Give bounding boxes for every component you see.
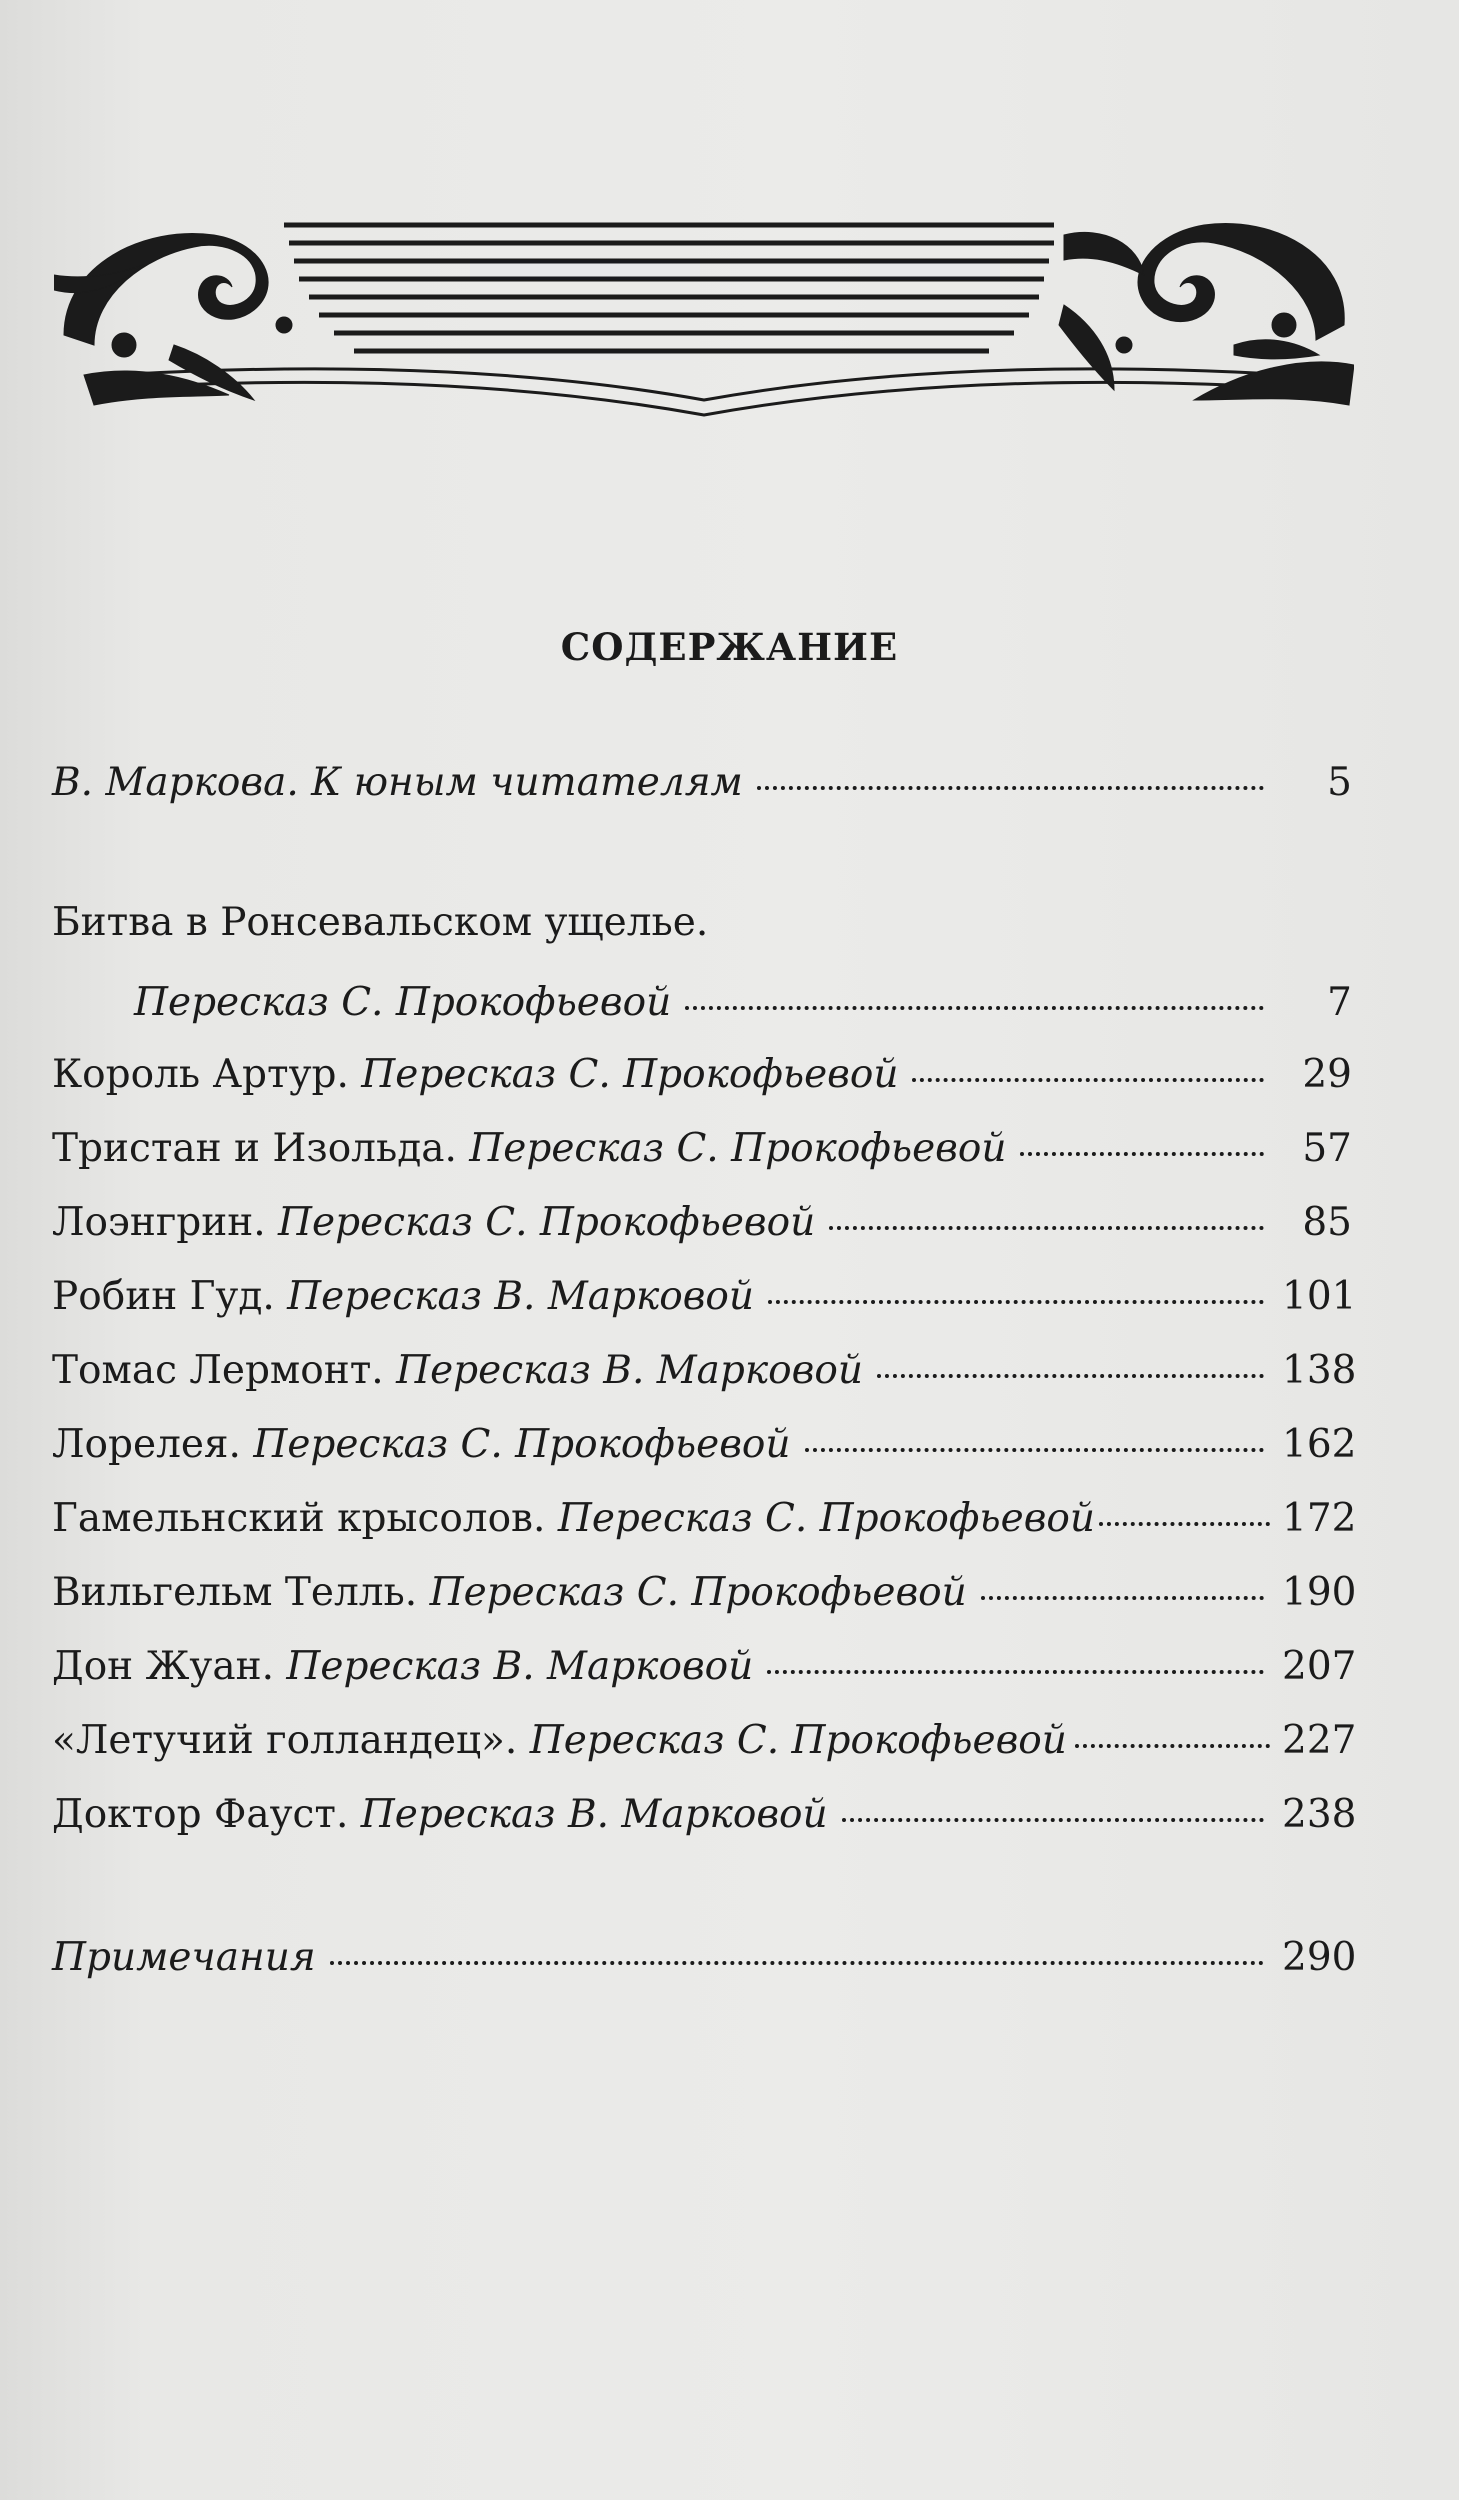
- entry-title: Дон Жуан.: [52, 1644, 287, 1689]
- dot-leader: [842, 1818, 1264, 1822]
- page-number: 290: [1282, 1935, 1357, 1980]
- contents-heading: СОДЕРЖАНИЕ: [560, 625, 899, 669]
- entry-author: Пересказ С. Прокофьевой: [134, 980, 672, 1025]
- entry-author: Пересказ С. Прокофьевой: [253, 1422, 791, 1467]
- page-number: 190: [1282, 1570, 1357, 1615]
- dot-leader: [1099, 1522, 1270, 1526]
- entry-author: Пересказ С. Прокофьевой: [278, 1200, 816, 1245]
- entry-author: Пересказ В. Марковой: [396, 1348, 863, 1393]
- entry-title: Тристан и Изольда.: [52, 1126, 470, 1171]
- dot-leader: [981, 1596, 1264, 1600]
- dot-leader: [805, 1448, 1264, 1452]
- entry-author: Пересказ В. Марковой: [286, 1644, 754, 1689]
- entry-author: Пересказ С. Прокофьевой: [557, 1496, 1095, 1541]
- entry-author: Пересказ В. Марковой: [360, 1792, 828, 1837]
- entry-author: Пересказ В. Марковой: [287, 1274, 755, 1319]
- page-number: 85: [1302, 1200, 1352, 1245]
- entry-title: Король Артур.: [52, 1052, 362, 1097]
- entry-title: Гамельнский крысолов.: [52, 1496, 558, 1541]
- page-number: 238: [1282, 1792, 1357, 1837]
- dot-leader: [757, 786, 1264, 790]
- page-number: 172: [1282, 1496, 1357, 1541]
- page-number: 138: [1282, 1348, 1357, 1393]
- entry-title: Примечания: [52, 1935, 316, 1980]
- dot-leader: [877, 1374, 1264, 1378]
- entry-author: Пересказ С. Прокофьевой: [469, 1126, 1007, 1171]
- toc-entry[interactable]: [52, 1348, 1357, 1408]
- toc-entry[interactable]: [52, 1644, 1357, 1704]
- entry-title: Доктор Фауст.: [52, 1792, 361, 1837]
- entry-title: В. Маркова. К юным читателям: [52, 760, 743, 805]
- toc-entry[interactable]: [52, 1200, 1352, 1260]
- entry-title: Лорелея.: [52, 1422, 254, 1467]
- dot-leader: [685, 1006, 1264, 1010]
- page-number: 227: [1282, 1718, 1357, 1763]
- toc-entry[interactable]: [52, 1052, 1352, 1112]
- entry-author: Пересказ С. Прокофьевой: [361, 1052, 899, 1097]
- toc-entry[interactable]: [52, 1274, 1357, 1334]
- entry-title: Вильгельм Телль.: [52, 1570, 430, 1615]
- toc-entry[interactable]: [52, 1126, 1352, 1186]
- page-number: 29: [1302, 1052, 1352, 1097]
- page-number: 57: [1302, 1126, 1352, 1171]
- entry-author: Пересказ С. Прокофьевой: [429, 1570, 967, 1615]
- toc-entry[interactable]: [52, 900, 708, 945]
- toc-entry[interactable]: [52, 980, 1352, 1040]
- dot-leader: [768, 1300, 1264, 1304]
- toc-entry[interactable]: [52, 1496, 1357, 1556]
- toc-entry[interactable]: [52, 1570, 1357, 1630]
- decorative-header-ornament: [54, 205, 1354, 430]
- entry-title: «Летучий голландец».: [52, 1718, 530, 1763]
- entry-author: Пересказ С. Прокофьевой: [529, 1718, 1067, 1763]
- entry-title: Томас Лермонт.: [52, 1348, 397, 1393]
- entry-title: Лоэнгрин.: [52, 1200, 279, 1245]
- toc-entry[interactable]: [52, 1422, 1357, 1482]
- dot-leader: [330, 1961, 1264, 1965]
- toc-entry[interactable]: [52, 1792, 1357, 1852]
- page-number: 162: [1282, 1422, 1357, 1467]
- entry-title: Робин Гуд.: [52, 1274, 288, 1319]
- dot-leader: [912, 1078, 1264, 1082]
- toc-entry[interactable]: [52, 1718, 1357, 1778]
- dot-leader: [829, 1226, 1264, 1230]
- page-number: 207: [1282, 1644, 1357, 1689]
- page-number: 5: [1327, 760, 1352, 805]
- dot-leader: [1075, 1744, 1270, 1748]
- page-number: 101: [1282, 1274, 1357, 1319]
- toc-entry[interactable]: [52, 760, 1352, 820]
- toc-entry[interactable]: [52, 1935, 1357, 1995]
- dot-leader: [767, 1670, 1264, 1674]
- entry-title: Битва в Ронсевальском ущелье.: [52, 900, 709, 945]
- dot-leader: [1020, 1152, 1264, 1156]
- page-number: 7: [1327, 980, 1352, 1025]
